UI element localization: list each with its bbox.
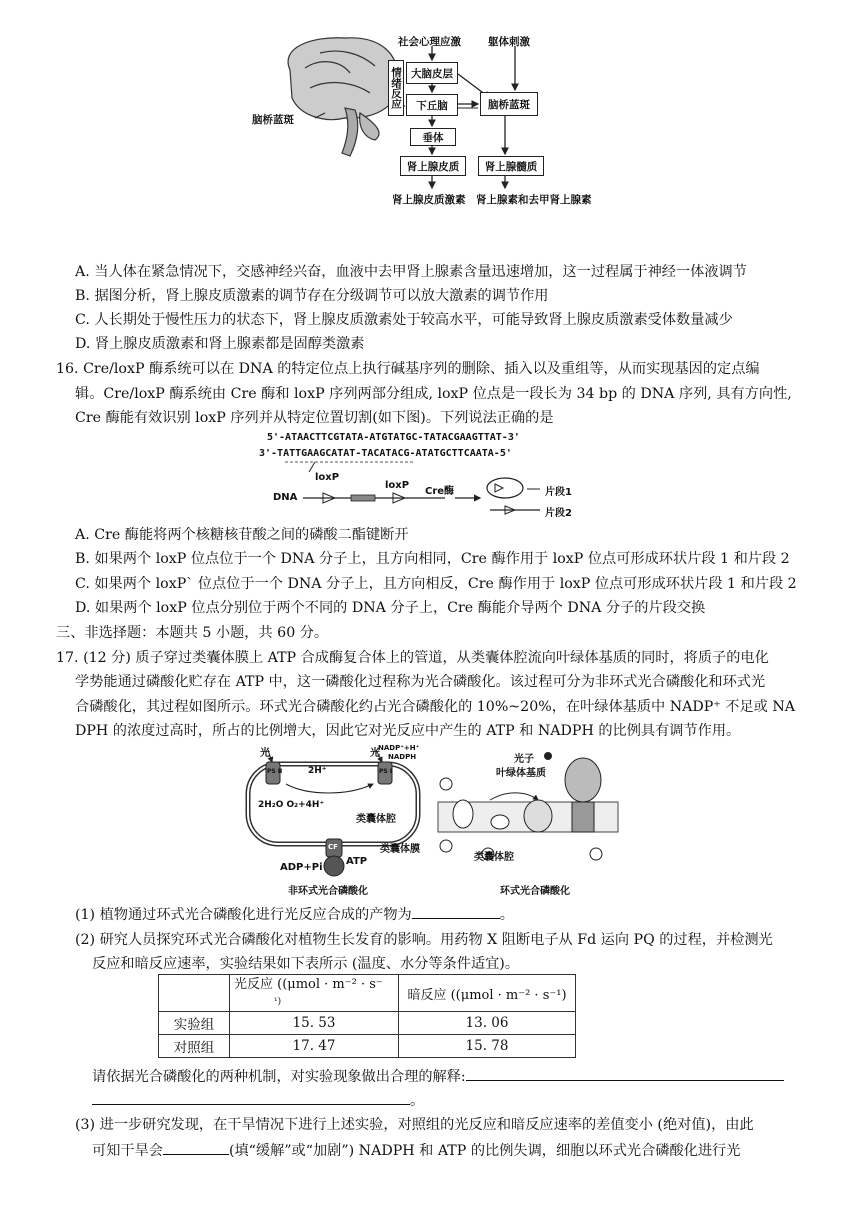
body-stimulus-label: 躯体刺激 bbox=[488, 36, 530, 48]
q15-option-b: B. 据图分析，肾上腺皮质激素的调节存在分级调节可以放大激素的调节作用 bbox=[75, 288, 549, 304]
hypothalamus-box bbox=[406, 94, 458, 116]
h-plus-label: 2H⁺ bbox=[308, 766, 327, 776]
answer-blank-3[interactable] bbox=[92, 1090, 410, 1105]
q17-part2-line1: (2) 研究人员探究环式光合磷酸化对植物生长发育的影响。用药物 X 阻断电子从 Fd 运向 PQ 的过程，并检测光 bbox=[75, 932, 773, 948]
adrenal-medulla-box bbox=[478, 156, 544, 176]
answer-blank-2[interactable] bbox=[466, 1066, 784, 1081]
light-header-a: 光反应 ((μmol · m⁻² · s⁻ bbox=[234, 976, 383, 992]
ps1-label: PS I bbox=[379, 768, 393, 775]
dna-label: DNA bbox=[273, 492, 298, 503]
table-row bbox=[159, 1012, 576, 1035]
locus-box bbox=[480, 92, 538, 116]
cortex-label: 大脑皮层 bbox=[411, 67, 453, 80]
q17-part3-line2 bbox=[92, 1140, 740, 1161]
table-row bbox=[159, 1035, 576, 1058]
pituitary-label: 垂体 bbox=[422, 131, 444, 144]
epinephrine-label: 肾上腺素和去甲肾上腺素 bbox=[476, 194, 592, 206]
q17-part3-line1: (3) 进一步研究发现，在干旱情况下进行上述实验，对照组的光反应和暗反应速率的差值变小 (绝对值)，由此 bbox=[75, 1117, 754, 1133]
emotion-label: 情绪反应 bbox=[390, 67, 402, 109]
q17-part2-end: 。 bbox=[410, 1093, 425, 1109]
photon-label: 光子 bbox=[514, 754, 534, 765]
lumen2-label: 类囊体腔 bbox=[474, 852, 514, 863]
stress-arrows bbox=[250, 28, 590, 213]
q15-option-c: C. 人长期处于慢性压力的状态下，肾上腺皮质激素处于较高水平，可能导致肾上腺皮质激素受体数量减少 bbox=[75, 312, 733, 328]
stroma-label: 叶绿体基质 bbox=[496, 768, 546, 779]
adrenal-cortex-label: 肾上腺皮质 bbox=[406, 160, 460, 173]
fragment1-label: 片段1 bbox=[545, 487, 572, 498]
cre-loxp-figure bbox=[259, 432, 585, 520]
hypothalamus-label: 下丘脑 bbox=[416, 99, 448, 112]
table-header-empty bbox=[159, 975, 230, 1012]
q15-option-d: D. 肾上腺皮质激素和肾上腺素都是固醇类激素 bbox=[75, 336, 365, 352]
adp-label: ADP+Pi bbox=[280, 862, 323, 873]
q17-part2-line3 bbox=[92, 1066, 784, 1087]
cortisol-label: 肾上腺皮质激素 bbox=[392, 194, 466, 206]
light-label-2: 光 bbox=[370, 748, 380, 759]
pituitary-box bbox=[410, 128, 456, 146]
q17-stem-2: 学势能通过磷酸化贮存在 ATP 中，这一磷酸化过程称为光合磷酸化。该过程可分为非环式光合磷酸化和环式光 bbox=[75, 674, 766, 690]
results-table bbox=[158, 974, 576, 1058]
nadph-label: NADPH bbox=[388, 753, 417, 761]
row-dark: 15. 78 bbox=[399, 1035, 576, 1058]
row-dark: 13. 06 bbox=[399, 1012, 576, 1035]
locus-left-label: 脑桥蓝斑 bbox=[252, 114, 294, 126]
sequence-top: 5'-ATAACTTCGTATA-ATGTATGC-TATACGAAGTTAT-3' bbox=[267, 432, 520, 443]
ps2-label: PS II bbox=[267, 768, 283, 775]
fragment2-label: 片段2 bbox=[545, 508, 572, 519]
row-light: 17. 47 bbox=[230, 1035, 399, 1058]
cyclic-caption: 环式光合磷酸化 bbox=[500, 886, 570, 897]
q17-stem-4: DPH 的浓度过高时，所占的比例增大，因此它对光反应中产生的 ATP 和 NADPH 的比例具有调节作用。 bbox=[75, 723, 741, 739]
q16-stem-3: Cre 酶能有效识别 loxP 序列并从特定位置切割(如下图)。下列说法正确的是 bbox=[75, 410, 554, 426]
cre-loxp-diagram bbox=[265, 432, 585, 520]
q17-part1 bbox=[75, 904, 514, 925]
q16-option-c: C. 如果两个 loxP` 位点位于一个 DNA 分子上，且方向相反，Cre 酶作用于 loxP 位点可形成环状片段 1 和片段 2 bbox=[75, 576, 797, 592]
q17-stem-3: 合磷酸化，其过程如图所示。环式光合磷酸化约占光合磷酸化的 10%~20%，在叶绿体基质中 NADP⁺ 不足或 NA bbox=[75, 699, 796, 715]
q16-option-b: B. 如果两个 loxP 位点位于一个 DNA 分子上，且方向相同，Cre 酶作用于 loxP 位点可形成环状片段 1 和片段 2 bbox=[75, 551, 790, 567]
adrenal-medulla-label: 肾上腺髓质 bbox=[484, 160, 538, 173]
q17-part1-text: (1) 植物通过环式光合磷酸化进行光反应合成的产物为 bbox=[75, 907, 412, 923]
loxp-label-2: loxP bbox=[385, 480, 410, 491]
social-stress-label: 社会心理应激 bbox=[398, 36, 461, 48]
q16-option-d: D. 如果两个 loxP 位点分别位于两个不同的 DNA 分子上，Cre 酶能介导两个 DNA 分子的片段交换 bbox=[75, 600, 706, 616]
answer-blank-1[interactable] bbox=[412, 904, 500, 919]
membrane-label: 类囊体膜 bbox=[380, 844, 420, 855]
answer-blank-4[interactable] bbox=[163, 1140, 229, 1155]
q17-part3-text-a: 可知干旱会 bbox=[92, 1143, 163, 1159]
q16-stem-2: 辑。Cre/loxP 酶系统由 Cre 酶和 loxP 序列两部分组成, loxP 位点是一段长为 34 bp 的 DNA 序列, 具有方向性, bbox=[75, 386, 792, 402]
q16-stem-1: 16. Cre/loxP 酶系统可以在 DNA 的特定位点上执行碱基序列的删除、插入以及重组等，从而实现基因的定点编 bbox=[56, 361, 760, 377]
q16-option-a: A. Cre 酶能将两个核糖核苷酸之间的磷酸二酯键断开 bbox=[75, 527, 409, 543]
water-label: 2H₂O O₂+4H⁺ bbox=[258, 800, 325, 810]
q17-part2-line2: 反应和暗反应速率，实验结果如下表所示 (温度、水分等条件适宜)。 bbox=[92, 956, 520, 972]
adrenal-cortex-box bbox=[400, 156, 466, 176]
table-header-row bbox=[159, 975, 576, 1012]
table-header-light bbox=[230, 975, 399, 1012]
emotion-box bbox=[388, 60, 404, 116]
nadp-label: NADP⁺+H⁺ bbox=[378, 744, 420, 752]
row-name: 实验组 bbox=[159, 1012, 230, 1035]
light-label-1: 光 bbox=[260, 748, 270, 759]
q17-part3-text-b: (填“缓解”或“加剧”) NADPH 和 ATP 的比例失调，细胞以环式光合磷酸化进行光 bbox=[228, 1143, 741, 1159]
photophosphorylation-figure bbox=[238, 744, 628, 899]
row-light: 15. 53 bbox=[230, 1012, 399, 1035]
table-header-dark: 暗反应 ((μmol · m⁻² · s⁻¹) bbox=[399, 975, 576, 1012]
sequence-bottom: 3'-TATTGAAGCATAT-TACATACG-ATATGCTTCAATA-5' bbox=[259, 448, 512, 459]
q17-stem-1: 17. (12 分) 质子穿过类囊体膜上 ATP 合成酶复合体上的管道，从类囊体腔流向叶绿体基质的同时，将质子的电化 bbox=[56, 650, 769, 666]
photophosphorylation-diagram bbox=[238, 744, 628, 899]
brain-illustration bbox=[288, 38, 398, 156]
noncyclic-caption: 非环式光合磷酸化 bbox=[288, 886, 368, 897]
lumen-label: 类囊体腔 bbox=[356, 814, 396, 825]
section-heading: 三、非选择题：本题共 5 小题，共 60 分。 bbox=[56, 625, 329, 641]
cre-enzyme-label: Cre酶 bbox=[425, 486, 455, 497]
cf-label: CF bbox=[328, 843, 338, 851]
q15-option-a: A. 当人体在紧急情况下，交感神经兴奋，血液中去甲肾上腺素含量迅速增加，这一过程属于神经一体液调节 bbox=[75, 264, 747, 280]
row-name: 对照组 bbox=[159, 1035, 230, 1058]
q17-part1-end: 。 bbox=[499, 907, 514, 923]
light-header-b: ¹) bbox=[274, 996, 282, 1007]
atp-label: ATP bbox=[346, 856, 368, 867]
q17-part2-prompt: 请依据光合磷酸化的两种机制，对实验现象做出合理的解释: bbox=[92, 1069, 466, 1085]
locus-label: 脑桥蓝斑 bbox=[488, 98, 530, 111]
stress-figure bbox=[250, 28, 590, 213]
cortex-box bbox=[406, 62, 458, 84]
q17-part2-line4 bbox=[92, 1090, 424, 1111]
loxp-label-1: loxP bbox=[315, 472, 340, 483]
